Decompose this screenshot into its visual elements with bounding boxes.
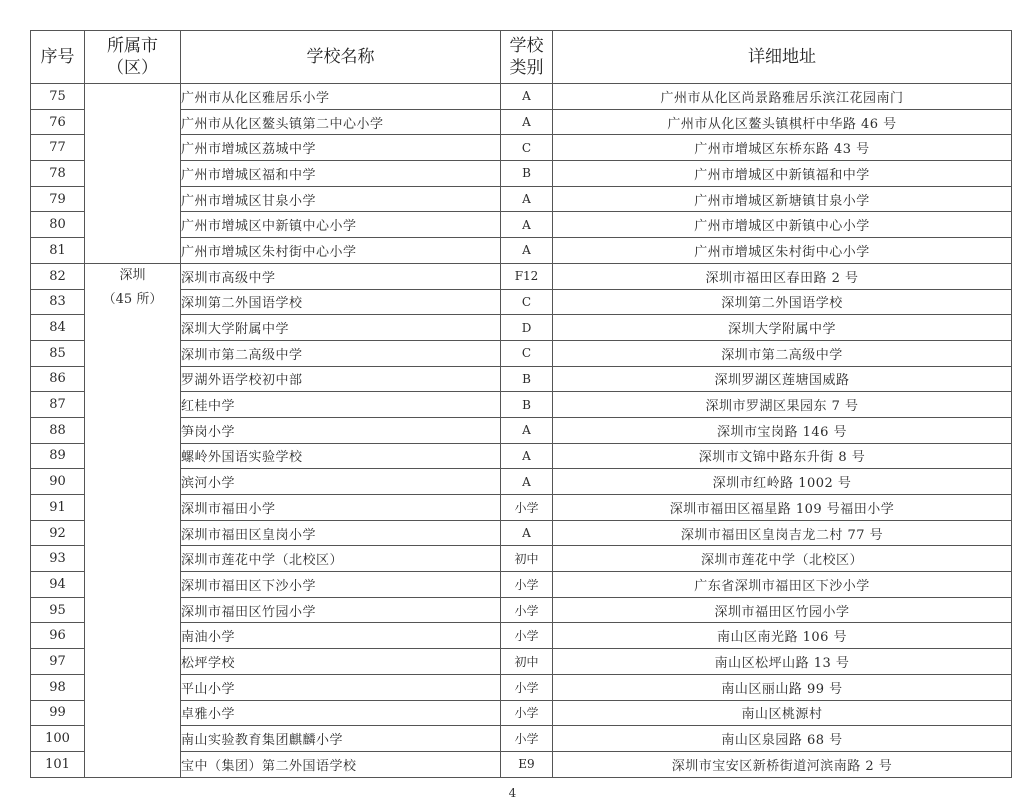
row-number: 80 (31, 212, 85, 238)
row-number: 81 (31, 238, 85, 264)
school-category: C (501, 340, 553, 366)
school-name: 南油小学 (181, 623, 501, 649)
city-cell-shenzhen (85, 263, 181, 777)
school-category: 小学 (501, 623, 553, 649)
school-category: 小学 (501, 597, 553, 623)
school-name: 深圳市福田区皇岗小学 (181, 520, 501, 546)
header-city-line2: （区） (107, 58, 158, 78)
row-number: 91 (31, 495, 85, 521)
table-header (31, 31, 1012, 84)
school-address: 深圳罗湖区莲塘国威路 (553, 366, 1012, 392)
school-address: 广州市从化区鳌头镇棋杆中华路 46 号 (553, 109, 1012, 135)
school-category: E9 (501, 751, 553, 777)
header-city-line1: 所属市 (107, 36, 158, 56)
school-category: A (501, 443, 553, 469)
school-name: 深圳市第二高级中学 (181, 340, 501, 366)
school-address: 深圳市宝安区新桥街道河滨南路 2 号 (553, 751, 1012, 777)
header-seq: 序号 (31, 31, 85, 84)
school-name: 广州市增城区福和中学 (181, 161, 501, 187)
school-category: C (501, 135, 553, 161)
row-number: 83 (31, 289, 85, 315)
school-address: 广州市增城区朱村街中心小学 (553, 238, 1012, 264)
row-number: 77 (31, 135, 85, 161)
school-address: 深圳市红岭路 1002 号 (553, 469, 1012, 495)
school-name: 平山小学 (181, 674, 501, 700)
school-category: A (501, 417, 553, 443)
row-number: 87 (31, 392, 85, 418)
row-number: 93 (31, 546, 85, 572)
school-address: 深圳市文锦中路东升街 8 号 (553, 443, 1012, 469)
row-number: 89 (31, 443, 85, 469)
school-category: 小学 (501, 674, 553, 700)
row-number: 90 (31, 469, 85, 495)
school-category: A (501, 520, 553, 546)
school-name: 滨河小学 (181, 469, 501, 495)
row-number: 79 (31, 186, 85, 212)
school-name: 广州市增城区朱村街中心小学 (181, 238, 501, 264)
school-address: 深圳大学附属中学 (553, 315, 1012, 341)
school-address: 深圳市第二高级中学 (553, 340, 1012, 366)
school-category: C (501, 289, 553, 315)
city-cell-guangzhou (85, 84, 181, 264)
school-address: 深圳市福田区皇岗吉龙二村 77 号 (553, 520, 1012, 546)
school-category: D (501, 315, 553, 341)
row-number: 84 (31, 315, 85, 341)
school-name: 深圳市莲花中学（北校区） (181, 546, 501, 572)
school-name: 笋岗小学 (181, 417, 501, 443)
school-category: 小学 (501, 495, 553, 521)
table-row (31, 84, 1012, 110)
row-number: 85 (31, 340, 85, 366)
city-school-count: （45 所） (102, 291, 163, 307)
school-address: 深圳第二外国语学校 (553, 289, 1012, 315)
school-address: 深圳市福田区春田路 2 号 (553, 263, 1012, 289)
row-number: 101 (31, 751, 85, 777)
school-category: A (501, 186, 553, 212)
school-address: 南山区丽山路 99 号 (553, 674, 1012, 700)
row-number: 88 (31, 417, 85, 443)
header-category (501, 31, 553, 84)
school-address: 深圳市罗湖区果园东 7 号 (553, 392, 1012, 418)
school-address: 深圳市莲花中学（北校区） (553, 546, 1012, 572)
school-address: 深圳市福田区福星路 109 号福田小学 (553, 495, 1012, 521)
row-number: 78 (31, 161, 85, 187)
school-address: 深圳市福田区竹园小学 (553, 597, 1012, 623)
row-number: 92 (31, 520, 85, 546)
school-address: 南山区泉园路 68 号 (553, 726, 1012, 752)
school-category: 初中 (501, 546, 553, 572)
row-number: 82 (31, 263, 85, 289)
page-number: 4 (508, 786, 517, 800)
school-category: A (501, 212, 553, 238)
school-address: 广州市增城区中新镇中心小学 (553, 212, 1012, 238)
row-number: 96 (31, 623, 85, 649)
school-address: 南山区南光路 106 号 (553, 623, 1012, 649)
header-category-line2: 类别 (509, 58, 544, 78)
school-address: 深圳市宝岗路 146 号 (553, 417, 1012, 443)
city-name: 深圳 (119, 267, 146, 283)
row-number: 95 (31, 597, 85, 623)
school-category: A (501, 109, 553, 135)
school-list-table (30, 30, 1012, 778)
school-category: B (501, 161, 553, 187)
school-name: 广州市增城区荔城中学 (181, 135, 501, 161)
school-name: 螺岭外国语实验学校 (181, 443, 501, 469)
school-name: 深圳第二外国语学校 (181, 289, 501, 315)
school-category: 初中 (501, 649, 553, 675)
header-category-line1: 学校 (509, 36, 544, 56)
school-category: 小学 (501, 700, 553, 726)
row-number: 99 (31, 700, 85, 726)
school-name: 深圳大学附属中学 (181, 315, 501, 341)
header-city (85, 31, 181, 84)
table-body (31, 84, 1012, 778)
school-name: 广州市增城区甘泉小学 (181, 186, 501, 212)
row-number: 98 (31, 674, 85, 700)
school-address: 南山区松坪山路 13 号 (553, 649, 1012, 675)
row-number: 75 (31, 84, 85, 110)
header-school-name: 学校名称 (181, 31, 501, 84)
school-address: 广州市增城区新塘镇甘泉小学 (553, 186, 1012, 212)
school-name: 卓雅小学 (181, 700, 501, 726)
school-category: A (501, 84, 553, 110)
school-name: 南山实验教育集团麒麟小学 (181, 726, 501, 752)
row-number: 94 (31, 572, 85, 598)
table-row (31, 263, 1012, 289)
school-address: 广州市从化区尚景路雅居乐滨江花园南门 (553, 84, 1012, 110)
school-name: 红桂中学 (181, 392, 501, 418)
row-number: 100 (31, 726, 85, 752)
school-address: 广州市增城区东桥东路 43 号 (553, 135, 1012, 161)
row-number: 76 (31, 109, 85, 135)
school-name: 深圳市福田区下沙小学 (181, 572, 501, 598)
school-name: 广州市增城区中新镇中心小学 (181, 212, 501, 238)
school-category: 小学 (501, 572, 553, 598)
school-category: A (501, 469, 553, 495)
school-category: B (501, 366, 553, 392)
school-name: 宝中（集团）第二外国语学校 (181, 751, 501, 777)
school-name: 广州市从化区鳌头镇第二中心小学 (181, 109, 501, 135)
row-number: 97 (31, 649, 85, 675)
school-address: 南山区桃源村 (553, 700, 1012, 726)
school-name: 松坪学校 (181, 649, 501, 675)
school-name: 广州市从化区雅居乐小学 (181, 84, 501, 110)
row-number: 86 (31, 366, 85, 392)
school-category: B (501, 392, 553, 418)
school-category: 小学 (501, 726, 553, 752)
school-category: F12 (501, 263, 553, 289)
header-address: 详细地址 (553, 31, 1012, 84)
school-name: 罗湖外语学校初中部 (181, 366, 501, 392)
school-name: 深圳市高级中学 (181, 263, 501, 289)
school-address: 广东省深圳市福田区下沙小学 (553, 572, 1012, 598)
school-address: 广州市增城区中新镇福和中学 (553, 161, 1012, 187)
school-category: A (501, 238, 553, 264)
school-name: 深圳市福田小学 (181, 495, 501, 521)
school-name: 深圳市福田区竹园小学 (181, 597, 501, 623)
